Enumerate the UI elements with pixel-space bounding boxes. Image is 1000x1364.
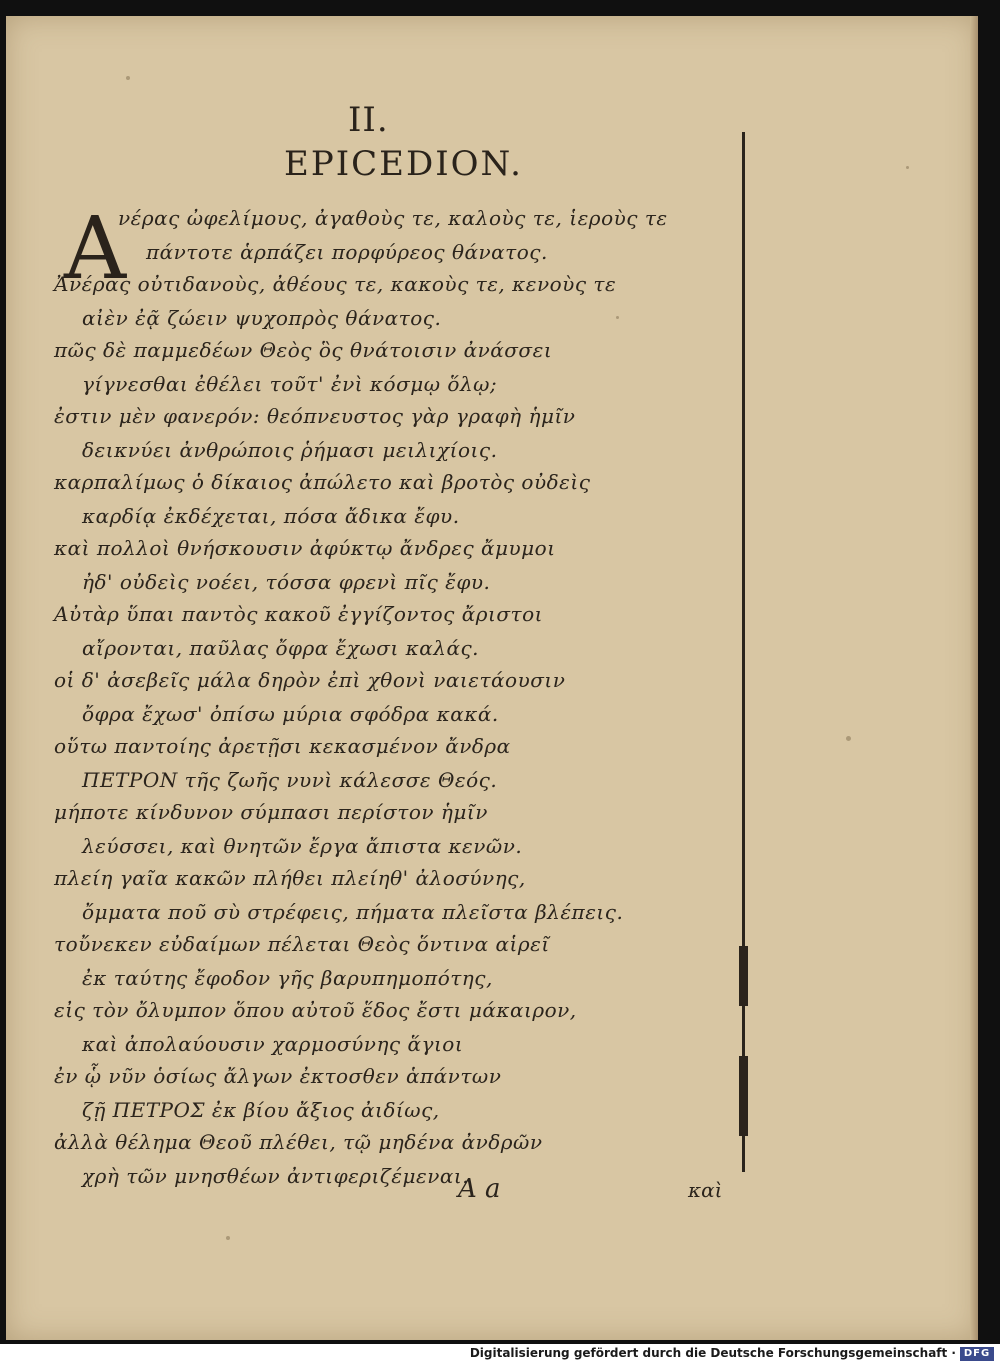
poem-line: χρὴ τῶν μνησθέων ἀντιφεριζέμεναι.: [82, 1164, 470, 1188]
poem-line: εἰς τὸν ὄλυμπον ὅπου αὐτοῦ ἕδος ἔστι μάκαιρον,: [54, 998, 577, 1022]
margin-rule-mark: [739, 946, 748, 1006]
poem-line: καὶ πολλοὶ θνήσκουσιν ἀφύκτῳ ἄνδρες ἄμυμοι: [54, 536, 556, 560]
dfg-logo: DFG: [960, 1347, 994, 1361]
poem-line: ΠΕΤΡΟΝ τῆς ζωῆς νυνὶ κάλεσσε Θεός.: [82, 768, 498, 792]
margin-rule: [742, 132, 745, 1172]
poem-line: οὕτω παντοίης ἀρετῇσι κεκασμένον ἄνδρα: [54, 734, 511, 758]
poem-line: οἱ δ' ἀσεβεῖς μάλα δηρὸν ἐπὶ χθονὶ ναιετάουσιν: [54, 668, 566, 692]
poem-line: πῶς δὲ παμμεδέων Θεὸς ὃς θνάτοισιν ἀνάσσει: [54, 338, 553, 362]
poem-line: καρπαλίμως ὁ δίκαιος ἀπώλετο καὶ βροτὸς οὐδεὶς: [54, 470, 591, 494]
poem-body: [6, 16, 978, 1340]
funding-note: Digitalisierung gefördert durch die Deutsche Forschungsgemeinschaft ·: [469, 1346, 956, 1360]
poem-line: λεύσσει, καὶ θνητῶν ἔργα ἄπιστα κενῶν.: [82, 834, 523, 858]
poem-line: μήποτε κίνδυνον σύμπασι περίστον ἡμῖν: [54, 800, 488, 824]
poem-line: καὶ ἀπολαύουσιν χαρμοσύνης ἅγιοι: [82, 1032, 464, 1056]
margin-rule-mark: [739, 1056, 748, 1136]
poem-line: ἠδ' οὐδεὶς νοέει, τόσσα φρενὶ πῖς ἔφυ.: [82, 570, 491, 594]
poem-line: Ἀνέρας οὐτιδανοὺς, ἀθέους τε, κακοὺς τε, κενοὺς τε: [54, 272, 617, 296]
poem-line: ἀλλὰ θέλημα Θεοῦ πλέθει, τῷ μηδένα ἀνδρῶν: [54, 1130, 543, 1154]
poem-line: ἐν ᾧ νῦν ὁσίως ἄλγων ἐκτοσθεν ἁπάντων: [54, 1064, 502, 1088]
poem-line: νέρας ὠφελίμους, ἀγαθοὺς τε, καλοὺς τε, ἱεροὺς τε: [118, 206, 668, 230]
poem-line: πλείη γαῖα κακῶν πλήθει πλείηθ' ἀλοσύνης,: [54, 866, 526, 890]
poem-line: Αὐτὰρ ὕπαι παντὸς κακοῦ ἐγγίζοντος ἄριστοι: [54, 602, 543, 626]
poem-line: ἐκ ταύτης ἔφοδον γῆς βαρυπημοπότης,: [82, 966, 493, 990]
poem-line: ὄμματα ποῦ σὺ στρέφεις, πήματα πλεῖστα βλέπεις.: [82, 900, 624, 924]
poem-line: αἰὲν ἐᾷ ζώειν ψυχοπρὸς θάνατος.: [82, 306, 442, 330]
poem-line: ἐστιν μὲν φανερόν: θεόπνευστος γὰρ γραφὴ ἡμῖν: [54, 404, 576, 428]
poem-line: τοὔνεκεν εὐδαίμων πέλεται Θεὸς ὅντινα αἱρεῖ: [54, 932, 550, 956]
page-title: EPICEDION.: [284, 144, 523, 184]
signature-mark: A a: [458, 1174, 501, 1204]
poem-line: πάντοτε ἁρπάζει πορφύρεος θάνατος.: [146, 240, 548, 264]
poem-line: αἴρονται, παῦλας ὄφρα ἔχωσι καλάς.: [82, 636, 480, 660]
footer-bar: [0, 1344, 1000, 1364]
book-page: [6, 16, 978, 1340]
poem-line: ὄφρα ἔχωσ' ὀπίσω μύρια σφόδρα κακά.: [82, 702, 499, 726]
poem-line: ζῇ ΠΕΤΡΟΣ ἐκ βίου ἄξιος ἀιδίως,: [82, 1098, 440, 1122]
poem-line: δεικνύει ἀνθρώποις ῥήμασι μειλιχίοις.: [82, 438, 498, 462]
drop-capital: A: [64, 199, 127, 299]
poem-line: καρδίᾳ ἐκδέχεται, πόσα ἄδικα ἔφυ.: [82, 504, 460, 528]
poem-line: γίγνεσθαι ἐθέλει τοῦτ' ἐνὶ κόσμῳ ὅλῳ;: [82, 372, 498, 396]
page-number: II.: [348, 100, 389, 140]
catchword: καὶ: [688, 1178, 723, 1202]
